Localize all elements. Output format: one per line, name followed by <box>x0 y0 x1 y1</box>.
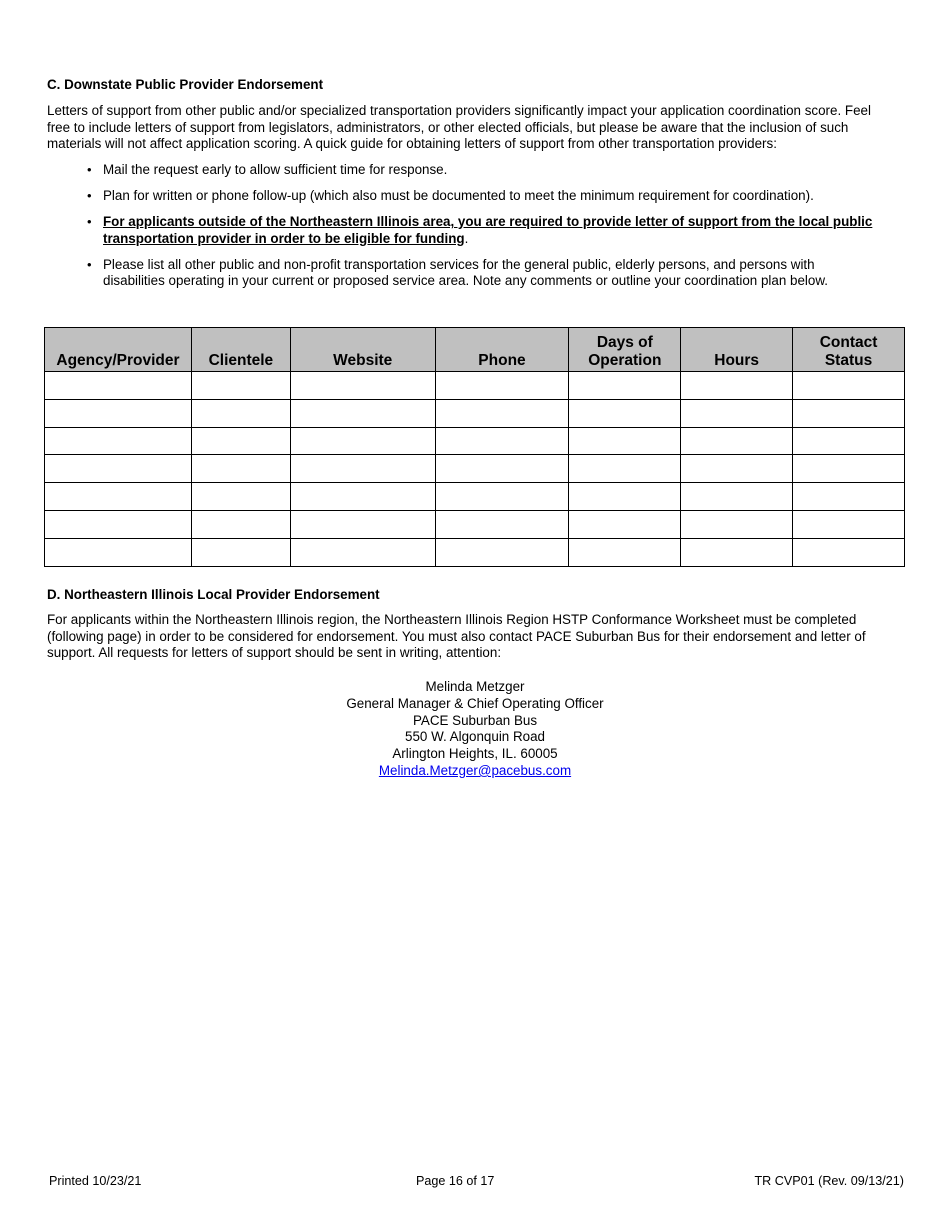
table-cell[interactable] <box>45 538 192 566</box>
contact-header-line2: Status <box>824 352 873 369</box>
section-c-heading: C. Downstate Public Provider Endorsement <box>47 77 324 92</box>
bullet-text: Please list all other public and non-profit transportation services for the general public, elderly persons, and persons with disabilities operating in your current or proposed service area. Note any comments or outline your coordination plan below. <box>103 256 828 289</box>
table-row <box>45 483 905 511</box>
bullet-text-tail: . <box>464 230 469 246</box>
section-c-intro: Letters of support from other public and/or specialized transportation providers significantly impact your application coordination score. Feel free to include letters of support from legislators, administrators, or other elected officials, but please be aware that the inclusion of such materials will not affect application scoring. A quick guide for obtaining letters of support from other transportation providers: <box>47 103 871 152</box>
contact-city: Arlington Heights, IL. 60005 <box>392 746 558 762</box>
table-cell[interactable] <box>45 427 192 455</box>
guide-bullet-list <box>85 162 875 300</box>
table-cell[interactable] <box>290 510 435 538</box>
section-d-intro: For applicants within the Northeastern Illinois region, the Northeastern Illinois Region HSTP Conformance Worksheet must be completed (following page) in order to be considered for endorsement. You must also contact PACE Suburban Bus for their endorsement and letter of support. All requests for letters of support should be sent in writing, attention: <box>47 612 866 661</box>
table-cell[interactable] <box>435 455 569 483</box>
table-cell[interactable] <box>681 455 793 483</box>
table-cell[interactable] <box>191 538 290 566</box>
table-cell[interactable] <box>290 538 435 566</box>
bullet-text: Mail the request early to allow sufficient time for response. <box>103 162 448 177</box>
table-cell[interactable] <box>435 483 569 511</box>
contact-organization: PACE Suburban Bus <box>412 712 538 728</box>
table-cell[interactable] <box>681 427 793 455</box>
table-row <box>45 399 905 427</box>
bullet-text: Plan for written or phone follow-up (which also must be documented to meet the minimum requirement for coordination). <box>103 188 814 204</box>
table-cell[interactable] <box>793 372 905 400</box>
table-cell[interactable] <box>435 399 569 427</box>
table-cell[interactable] <box>569 427 681 455</box>
provider-table <box>44 327 905 567</box>
table-cell[interactable] <box>793 399 905 427</box>
table-cell[interactable] <box>290 483 435 511</box>
table-cell[interactable] <box>681 399 793 427</box>
table-cell[interactable] <box>569 538 681 566</box>
table-cell[interactable] <box>681 372 793 400</box>
table-cell[interactable] <box>435 538 569 566</box>
contact-street: 550 W. Algonquin Road <box>405 729 545 745</box>
column-header-contact <box>793 328 905 372</box>
table-cell[interactable] <box>681 538 793 566</box>
table-header-row <box>45 328 905 372</box>
contact-header-line1: Contact <box>819 334 878 351</box>
section-d-heading: D. Northeastern Illinois Local Provider Endorsement <box>47 587 380 602</box>
table-cell[interactable] <box>45 372 192 400</box>
bullet-item <box>85 162 875 179</box>
column-header-clientele: Clientele <box>191 328 290 372</box>
table-cell[interactable] <box>435 427 569 455</box>
contact-address-block <box>0 679 950 780</box>
table-cell[interactable] <box>793 483 905 511</box>
table-cell[interactable] <box>681 510 793 538</box>
table-cell[interactable] <box>793 538 905 566</box>
table-cell[interactable] <box>793 455 905 483</box>
bullet-item <box>85 257 875 290</box>
column-header-phone: Phone <box>435 328 569 372</box>
column-header-hours: Hours <box>681 328 793 372</box>
table-cell[interactable] <box>191 483 290 511</box>
table-cell[interactable] <box>45 483 192 511</box>
table-cell[interactable] <box>569 399 681 427</box>
table-cell[interactable] <box>681 483 793 511</box>
contact-name: Melinda Metzger <box>425 679 525 694</box>
table-cell[interactable] <box>569 483 681 511</box>
table-cell[interactable] <box>290 399 435 427</box>
table-cell[interactable] <box>569 510 681 538</box>
bullet-item <box>85 214 875 247</box>
table-cell[interactable] <box>191 399 290 427</box>
table-row <box>45 372 905 400</box>
days-header-line1: Days of <box>596 334 653 351</box>
column-header-agency: Agency/Provider <box>45 328 192 372</box>
days-header-line2: Operation <box>588 352 662 369</box>
table-cell[interactable] <box>191 427 290 455</box>
footer-page-number: Page 16 of 17 <box>416 1174 495 1188</box>
table-cell[interactable] <box>45 510 192 538</box>
footer-form-id: TR CVP01 (Rev. 09/13/21) <box>754 1174 904 1188</box>
table-cell[interactable] <box>435 372 569 400</box>
table-cell[interactable] <box>569 372 681 400</box>
table-cell[interactable] <box>793 427 905 455</box>
contact-title: General Manager & Chief Operating Officer <box>346 695 604 711</box>
table-cell[interactable] <box>191 455 290 483</box>
column-header-website: Website <box>290 328 435 372</box>
contact-email-link[interactable]: Melinda.Metzger@pacebus.com <box>378 762 572 778</box>
bullet-text-emphasis: For applicants outside of the Northeastern Illinois area, you are required to provide letter of support from the local public transportation provider in order to be eligible for funding <box>103 214 873 246</box>
table-cell[interactable] <box>45 455 192 483</box>
table-cell[interactable] <box>191 510 290 538</box>
table-row <box>45 427 905 455</box>
table-row <box>45 510 905 538</box>
table-cell[interactable] <box>435 510 569 538</box>
footer-printed-date: Printed 10/23/21 <box>49 1174 142 1188</box>
table-cell[interactable] <box>45 399 192 427</box>
column-header-days <box>569 328 681 372</box>
table-row <box>45 455 905 483</box>
table-cell[interactable] <box>290 372 435 400</box>
table-cell[interactable] <box>290 455 435 483</box>
table-row <box>45 538 905 566</box>
table-cell[interactable] <box>191 372 290 400</box>
bullet-item <box>85 188 875 205</box>
table-cell[interactable] <box>793 510 905 538</box>
table-cell[interactable] <box>290 427 435 455</box>
table-cell[interactable] <box>569 455 681 483</box>
